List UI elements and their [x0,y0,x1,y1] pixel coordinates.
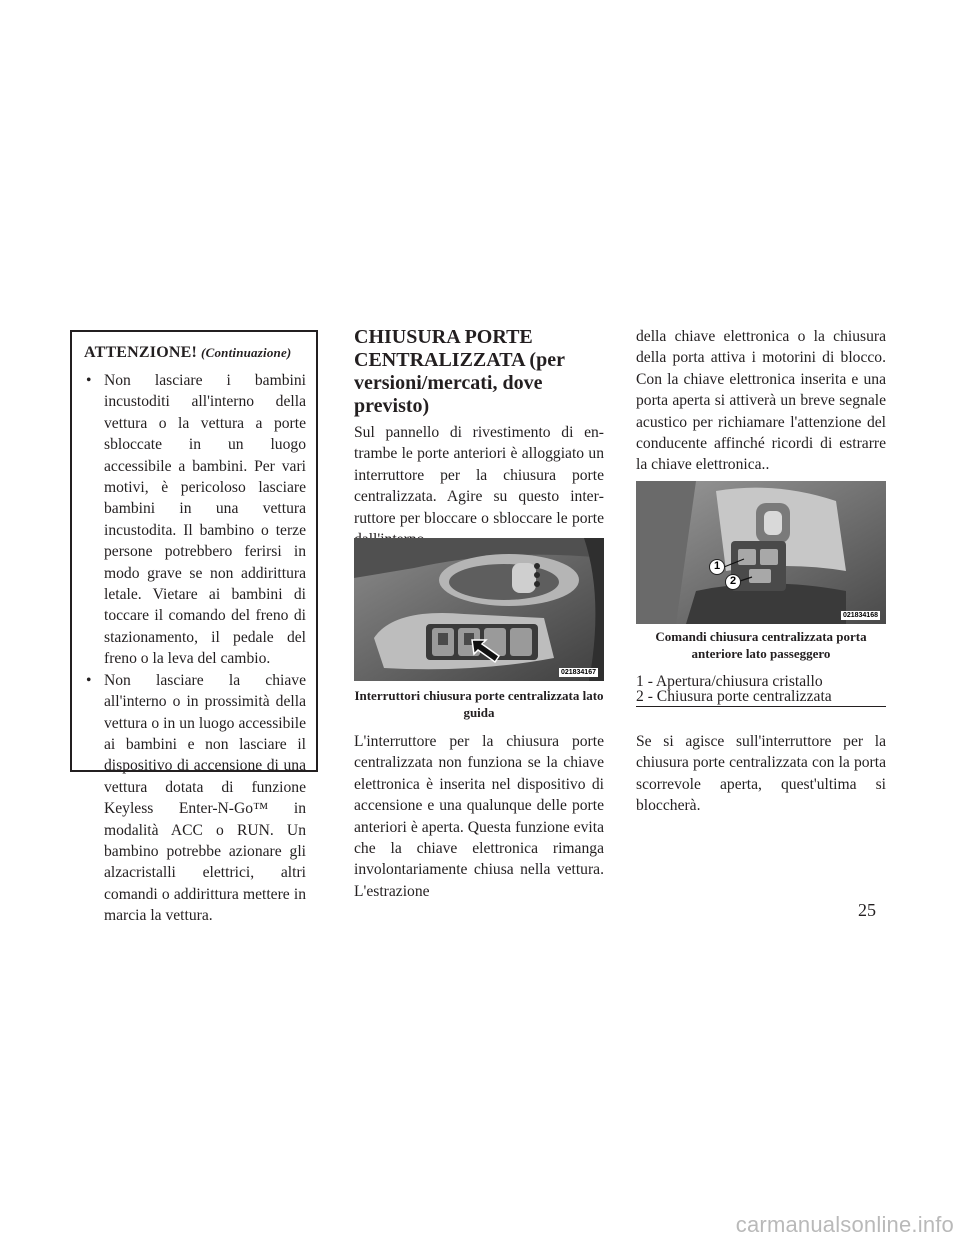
callout-2: 2 [725,574,741,590]
legend-item: 2 - Chiusura porte centralizzata [636,688,832,705]
figure-code: 021834167 [560,669,596,676]
warning-bullets [84,370,306,927]
driver-door-illustration [354,538,604,681]
warning-bullet: • Non lasciare i bambini incustoditi all'interno della vettura o la vettura a porte sbloccate in un luogo accessibile a bambini. Per vari motivi, è pericoloso lasciare bambini in una vettura incustodita. Il bambino o terze persone potrebbero ferirsi in modo grave se non addirittura letale. Vietare ai bambini di toccare il comando del freno di stazionamento, il pedale del freno o la leva del cambio. [86,372,306,668]
callout-1: 1 [709,559,725,575]
figure-caption: Interruttori chiusura porte centralizzata lato guida [354,688,604,720]
page-number: 25 [858,900,876,920]
bullet-icon: • [86,372,92,389]
warning-box [70,330,318,925]
paragraph-continuation: della chiave elettronica o la chiusura della porta attiva i motorini di blocco. Con la chiave elettronica inserita e una porta aperta si attiverà un breve segnale acustico per richiamare l'attenzione del conducente affinché ricordi di estrarre la chiave elettronica.. [636,328,886,474]
figure-passenger-door-controls [636,481,886,624]
paragraph-intro: Sul pannello di rivestimento di entrambe le porte anteriori è alloggiato un interruttore per la chiusura porte centralizzata. Agire su questo interruttore per bloccare o sbloccare le porte [354,424,604,527]
section-title: CHIUSURA PORTE CENTRALIZZATA (per versioni/mercati, dove previsto) [354,326,565,417]
figure-caption: Comandi chiusura centralizzata porta anteriore lato passeggero [655,629,867,661]
figure-driver-door-switches [354,538,604,681]
paragraph-function: L'interruttore per la chiusura porte centralizzata non funziona se la chiave elettronica è inserita nel dispositivo di accensione e una qualunque delle porte anteriori è aperta. Questa funzione evita che la chiave elettronica rimanga involontariamente chiusa nella vettura. L'estrazione [354,733,604,900]
paragraph-sliding-door: Se si agisce sull'interruttore per la chiusura porte centralizzata con la porta scorrevole aperta, quest'ultima si bloccherà. [636,733,886,815]
watermark: carmanualsonline.info [735,1212,954,1237]
warning-continuation: (Continuazione) [201,345,292,360]
bullet-icon: • [86,671,92,689]
figure-legend [636,674,886,707]
passenger-door-illustration [636,481,886,624]
legend-item: 1 - Apertura/chiusura cristallo [636,673,823,690]
warning-heading [84,344,306,362]
warning-title: ATTENZIONE! [84,344,198,361]
warning-bullet: • Non lasciare la chiave all'interno o in prossimità della vettura o in un luogo accessibile ai bambini e non lasciare il dispositivo di accensione di una vettura dotata di funzione Keyless Enter-N-Go™ in modalità ACC o RUN. Un bambino potrebbe azionare gli alzacristalli elettrici, altri comandi o addirittura mettere in marcia la vettura. [86,671,306,925]
figure-code: 021834168 [842,612,878,619]
